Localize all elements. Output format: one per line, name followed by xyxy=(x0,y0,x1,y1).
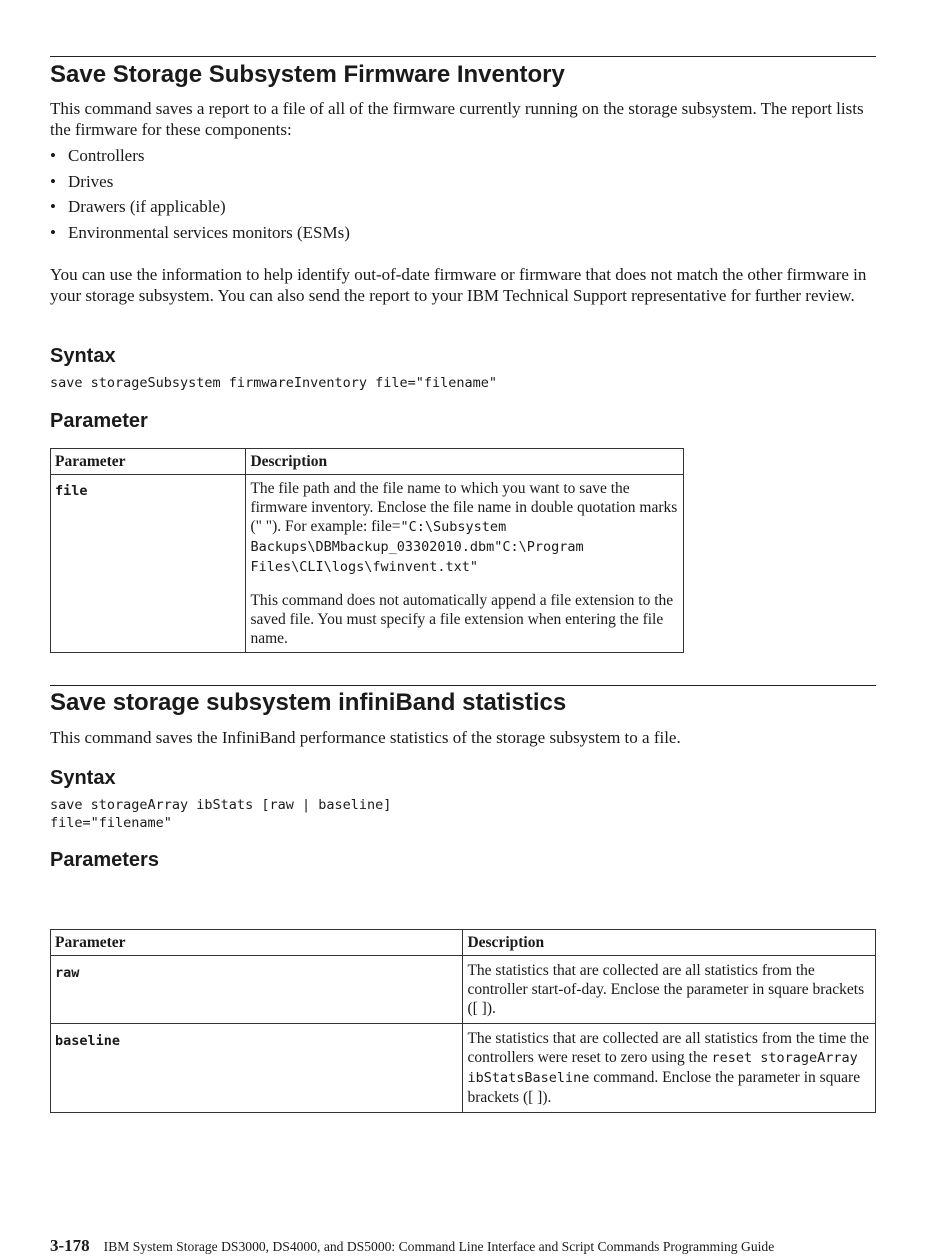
column-header: Description xyxy=(246,449,684,475)
table-header-row xyxy=(51,930,876,956)
section-title: Save Storage Subsystem Firmware Inventory xyxy=(50,61,565,88)
parameters-table xyxy=(50,929,876,1113)
parameter-name-cell: raw xyxy=(51,956,463,1024)
parameters-heading: Parameters xyxy=(50,849,159,871)
section-divider xyxy=(50,56,876,57)
parameter-heading: Parameter xyxy=(50,410,148,432)
table-row xyxy=(51,956,876,1024)
section-divider xyxy=(50,685,876,686)
bullet-icon: • xyxy=(50,223,56,243)
list-item: • Controllers xyxy=(50,146,145,165)
list-item: • Drives xyxy=(50,171,114,191)
table-row xyxy=(51,475,684,653)
intro-paragraph: This command saves the InfiniBand performance statistics of the storage subsystem to a file. xyxy=(50,728,681,747)
bullet-icon: • xyxy=(50,146,56,165)
section-title: Save storage subsystem infiniBand statistics xyxy=(50,689,567,716)
column-header: Parameter xyxy=(51,930,463,956)
syntax-code: save storageArray ibStats [raw | baseline] file="filename" xyxy=(50,797,392,831)
book-title: IBM System Storage DS3000, DS4000, and DS5000: Command Line Interface and Script Commands Programming Guide xyxy=(103,1239,775,1254)
table-header-row xyxy=(51,449,684,475)
parameter-table xyxy=(50,448,684,653)
list-item: • Environmental services monitors (ESMs) xyxy=(50,223,350,243)
description-cell: The statistics that are collected are all statistics from the controller start-of-day. Enclose the parameter in square brackets ([ ]). xyxy=(463,956,876,1024)
bullet-icon: • xyxy=(50,197,56,217)
description-cell: The statistics that are collected are all statistics from the time the controllers were reset to zero using the reset storageArray ibStatsBaseline command. Enclose the parameter in square brackets ([ ]). xyxy=(463,1024,876,1113)
page-footer xyxy=(50,1236,774,1256)
syntax-heading: Syntax xyxy=(50,767,116,789)
description-cell: The file path and the file name to which you want to save the firmware inventory. Enclose the file name in double quotation marks (" "). For example: file="C:\Subsystem Backups\DBMbackup_03302010.dbm"C:\Program Files\CLI\logs\fwinvent.txt" This command does not automatically append a file extension to the saved file. You must specify a file extension when entering the file name. xyxy=(246,475,684,653)
document-page xyxy=(50,0,876,1260)
syntax-heading: Syntax xyxy=(50,345,116,367)
parameter-name-cell: baseline xyxy=(51,1024,463,1113)
column-header: Description xyxy=(463,930,876,956)
parameter-name-cell: file xyxy=(51,475,246,653)
table-row xyxy=(51,1024,876,1113)
column-header: Parameter xyxy=(51,449,246,475)
list-item: • Drawers (if applicable) xyxy=(50,197,226,217)
component-list xyxy=(50,146,876,249)
body-paragraph: You can use the information to help identify out-of-date firmware or firmware that does not match the other firmware in your storage subsystem. You can also send the report to your IBM Technical Support representative for further review. xyxy=(50,265,867,305)
intro-paragraph: This command saves a report to a file of all of the firmware currently running on the storage subsystem. The report lists the firmware for these components: xyxy=(50,99,864,139)
syntax-code: save storageSubsystem firmwareInventory file="filename" xyxy=(50,375,498,391)
page-number: 3-178 xyxy=(50,1236,90,1255)
bullet-icon: • xyxy=(50,171,56,191)
